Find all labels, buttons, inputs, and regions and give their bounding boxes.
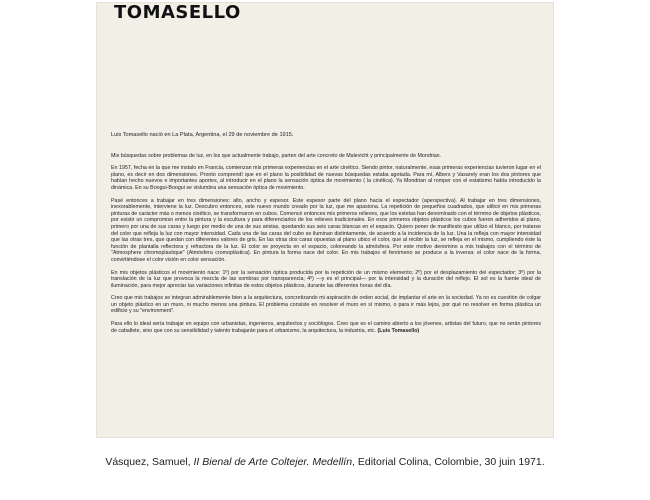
paragraph: En 1957, fecha en la que me instalo en Francia, comienzan mis primeras experiencias en el arte cinético. Siendo pintor, naturalmente, esas primeras experiencias tuvieron lugar en el plano, es decir en dos dimensiones. Pronto comprendí que en el plano la posibilidad de nuevas búsquedas estaba agotada. Para mí, Albers y Vasarely eran los dos pintores que habían hecho nuevos e importantes aportes, al introducir en el plano la sensación óptica de movimiento ( la cinética). Ya Mondrian al romper con el estatismo había introducido la dinámica. En su Boogui-Boogui se vislumbra una sensación óptica de movimiento. [111, 165, 541, 191]
signature: (Luis Tomasello) [377, 327, 420, 334]
paragraph: Mis búsquedas sobre problemas de luz, en los que actualmente trabajo, parten del arte concreto de Malevicht y principalmente de Mondrian. [111, 152, 442, 159]
paragraph: En mis objetos plásticos el movimiento nace: 1º) por la sensación óptica producida por la repetición de un mismo elemento; 2º) por el desplazamiento del espectador; 3º) por la translación de la luz que provoca la mezcla de las sombras por transparencia; 4º) —y es el principal— por la intensidad y la duración del reflejo. El sol es la fuente ideal de iluminación, para mejor apreciar las variaciones infinitas de estos objetos plásticos, durante las diferentes horas del día. [111, 269, 541, 289]
intro-line: Luis Tomasello nació en La Plata, Argentina, el 29 de noviembre de 1915. [111, 132, 294, 138]
scanned-page [96, 2, 554, 438]
paragraph-text: Para ello lo ideal sería trabajar en equipo con urbanistas, ingenieros, arquitectos y sociólogos. Creo que es el camino abierto a los jóvenes, artistas del futuro, que no serán pintores de caballete, sino que con su sensibilidad y talento trabajarán para el urbanismo, la arquitectura, la industria, etc. [111, 321, 541, 334]
paragraph-last [111, 321, 541, 334]
page-title: TOMASELLO [114, 2, 241, 23]
caption-author: Vásquez, Samuel, [105, 456, 194, 468]
paragraph: Pasé entonces a trabajar en tres dimensiones: alto, ancho y espesor. Este espesor parte del plano hacia el espectador (aperspectiva). Al trabajar en tres dimensiones, inexorablemente, interviene la luz. Descubro entonces, este nuevo mundo creado por la luz, que me apasiona. La repetición de pequeños cuadrados, que utilicé en mis primeras pinturas de carácter más o menos cinético, se transformaron en cubos. Comencé entonces mis primeros relieves, que los estetas han denominado con el término de objetos plásticos, por existir un compromiso entre la pintura y la escultura y para diferenciarlos de los relieves tradicionales. En esos primeros objetos plásticos los cubos fueron adheridos al plano, primero por una de sus caras y luego por medio de una de sus aristas, quedando sus seis caras blancas en el espacio. Quiero poner de manifiesto que utilizo el blanco, por tratarse del color que refleja la luz con mayor intensidad. Cada una de las caras del cubo se iluminan distintamente, de acuerdo a la incidencia de la luz. Una la refleja con mayor intensidad que las otras tres, que quedan con diferentes valores de gris. En las otras dos caras opuestas al plano ubico el color, que al recibir la luz, se refleja en el mismo, cumpliendo éste la función de plantalla reflectora y refractora de la luz. El color se proyecta en el espacio, coloreando la atmósfera. Por este motivo denomino a mis trabajos con el término de "Atmosphere chromoplastique" (Atmósfera cromoplástica). En pintura la forma nace del color. En mis trabajos el fenómeno se produce a la inversa: el color nace de la forma, convirtiéndose el color visión en color sensación. [111, 197, 541, 263]
caption-publisher: , Editorial Colina, Colombie, 30 juin 1971. [352, 456, 545, 468]
caption-title: II Bienal de Arte Coltejer. Medellín [193, 456, 353, 468]
text-body [111, 132, 541, 340]
paragraph: Creo que mis trabajos se integran admirablemente bien a la arquitectura, concretizando mi aspiración de orden social, de implantar el arte en la sociedad. Ya no es cuestión de colgar un objeto plástico en un muro, ni mucho menos una pintura. El problema consiste en resolver el muro en sí mismo, o para ir más lejos, por qué no resolver en forma plástica un edificio y su "environment". [111, 295, 541, 315]
caption [0, 456, 650, 468]
